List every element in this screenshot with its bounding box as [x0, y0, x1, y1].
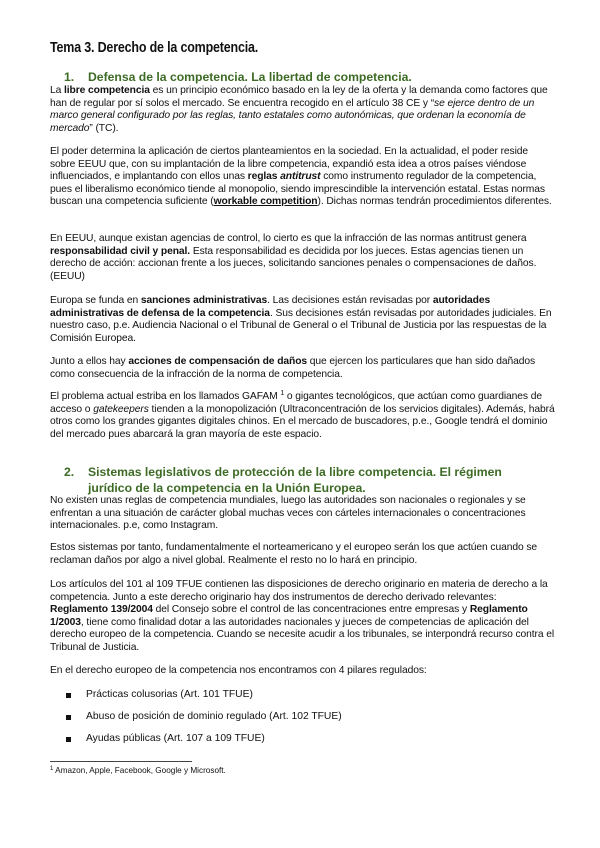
section-2-number: 2. — [64, 465, 75, 479]
bullet-square-icon — [66, 715, 71, 720]
section-2-heading — [64, 465, 564, 496]
list-item: Prácticas colusorias (Art. 101 TFUE) — [66, 689, 253, 702]
paragraph-pilares: En el derecho europeo de la competencia nos encontramos con 4 pilares regulados: — [50, 665, 427, 676]
paragraph-compensacion-danos: Junto a ellos hay acciones de compensación de daños que ejercen los particulares que han sido dañados como consecuencia de la infracción de la norma de competencia. — [50, 356, 535, 380]
section-1-heading — [64, 70, 564, 86]
section-2-title-line-2: jurídico de la competencia en la Unión Europea. — [88, 480, 366, 495]
bullet-square-icon — [66, 737, 71, 742]
paragraph-eeuu-responsabilidad: En EEUU, aunque existan agencias de control, lo cierto es que la infracción de las normas antitrust genera responsabilidad civil y penal. Esta responsabilidad es decidida por los jueces. Estas agencias tienen un derecho de acción: accionan frente a los jueces, solicitando sanciones penales o compensaciones de daños. (EEUU) — [50, 233, 537, 282]
list-item: Abuso de posición de dominio regulado (Art. 102 TFUE) — [66, 711, 342, 724]
footnote-reference[interactable]: 1 — [280, 390, 285, 397]
section-1-number: 1. — [64, 70, 75, 84]
list-item: Ayudas públicas (Art. 107 a 109 TFUE) — [66, 733, 265, 746]
paragraph-libre-competencia: La libre competencia es un principio económico basado en la ley de la oferta y la demanda como factores que han de regular por sí solos el mercado. Se encuentra recogido en el artículo 38 CE y “se ejerce dentro de un marco general configurado por las reglas, tanto estatales como autonómicas, que ordenan la economía de mercado” (TC). — [50, 85, 548, 134]
section-1-title: Defensa de la competencia. La libertad de competencia. — [88, 70, 412, 84]
section-2-title-line-1: Sistemas legislativos de protección de la libre competencia. El régimen — [88, 465, 502, 479]
paragraph-tfue-reglamentos: Los artículos del 101 al 109 TFUE contienen las disposiciones de derecho originario en materia de derecho a la competencia. Junto a este derecho originario hay dos instrumentos de derecho derivado relevantes: Reglamento 139/2004 del Consejo sobre el control de las concentraciones entre empresas y Reglamento 1/2003, tiene como finalidad dotar a las autoridades nacionales y jueces de competencias de aplicación del derecho europeo de la competencia. Cuando se necesite acudir a los tribunales, se interpondrá recurso contra el Tribunal de Justicia. — [50, 579, 555, 653]
paragraph-gafam: El problema actual estriba en los llamados GAFAM $^1$ o gigantes tecnológicos, que actúan como guardianes de acceso o gatekeepers tienden a la monopolización (Ultraconcentración de los servicios digitales). Además, habrá otros como los grandes gigantes digitales chinos. En el mercado de buscadores, p.e., Google tendrá el dominio del mercado pues abarcará la gran mayoría de este espacio. — [50, 390, 555, 440]
paragraph-reglas-mundiales: No existen unas reglas de competencia mundiales, luego las autoridades son nacionales o regionales y se enfrentan a una situación de carácter global muchas veces con cárteles internacionales o concentraciones internacionales. p.e, como Instagram. — [50, 495, 526, 531]
paragraph-poder-eeuu: El poder determina la aplicación de ciertos planteamientos en la sociedad. En la actualidad, el poder reside sobre EEUU que, con su implantación de la libre competencia, expandió esta idea a otros países viéndose influenciados, e implantando con ellos unas reglas antitrust como instrumento regulador de la competencia, pues el liberalismo económico tiende al monopolio, siendo imprescindible la intervención estatal. Estas normas buscan una competencia suficiente (workable competition). Dichas normas tendrán procedimientos diferentes. — [50, 146, 552, 207]
page-title: Tema 3. Derecho de la competencia. — [50, 40, 259, 56]
paragraph-europa-sanciones: Europa se funda en sanciones administrativas. Las decisiones están revisadas por autoridades administrativas de defensa de la competencia. Sus decisiones están revisadas por autoridades judiciales. En nuestro caso, p.e. Audiencia Nacional o el Tribunal de General o el Tribunal de Justicia por las respuestas de la Comisión Europea. — [50, 295, 552, 344]
footnote: $^1$ Amazon, Apple, Facebook, Google y Microsoft. — [50, 766, 226, 775]
bullet-square-icon — [66, 693, 71, 698]
footnote-divider — [50, 761, 192, 762]
paragraph-sistemas-globales: Estos sistemas por tanto, fundamentalmente el norteamericano y el europeo serán los que actúen cuando se reclaman daños por algo a nivel global. Realmente el resto no lo hará en principio. — [50, 542, 538, 566]
